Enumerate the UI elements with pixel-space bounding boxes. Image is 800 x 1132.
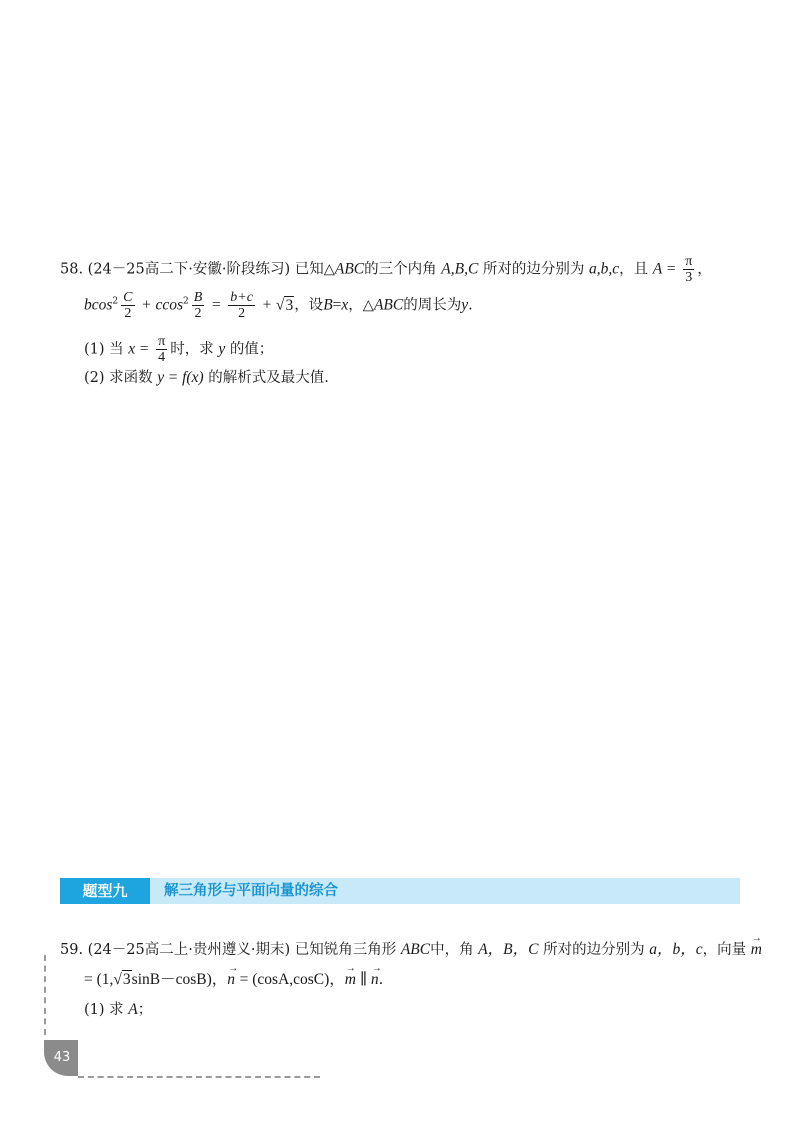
radicand: 3 — [285, 296, 294, 314]
var-y: y — [218, 340, 226, 358]
denominator: 2 — [124, 306, 132, 321]
denominator: 4 — [158, 350, 166, 365]
q59-text: 中，角 — [430, 942, 474, 958]
q59-line-1 — [60, 940, 762, 960]
superscript: 2 — [183, 296, 189, 307]
var-x: x — [341, 296, 349, 314]
equals-sign: = — [139, 340, 149, 358]
q58-number: 58. — [60, 261, 84, 278]
parallel-sign: ∥ — [356, 971, 371, 988]
q58-angles: A,B,C — [441, 260, 479, 278]
page-number: 43 — [44, 1040, 78, 1076]
equals-sign: = — [168, 369, 178, 386]
sqrt-3: √3 — [275, 296, 294, 314]
q58-source: (24－25高二下·安徽·阶段练习) — [87, 261, 291, 278]
section-title: 解三角形与平面向量的综合 — [164, 883, 338, 899]
q58-text: ，设 — [294, 297, 324, 314]
q59-text: 所对的边分别为 — [543, 942, 645, 958]
q58-text: 已知 — [294, 261, 324, 278]
plus-sign: + — [142, 296, 151, 314]
q58-text: 时，求 — [170, 341, 214, 358]
sqrt-3: √3 — [113, 971, 131, 988]
denominator: 2 — [238, 306, 246, 321]
q59-text: ，向量 — [702, 942, 747, 958]
q58-sides: a,b,c — [589, 260, 620, 278]
triangle-symbol: △ — [323, 261, 335, 278]
part-label: (1) 求 — [84, 1002, 124, 1018]
q59-expression: = (cosA,cosC)， — [239, 971, 345, 988]
q59-part-1 — [84, 1000, 152, 1020]
term-ccos: ccos — [155, 296, 184, 314]
var-b: B — [323, 296, 333, 314]
numerator: π — [158, 334, 166, 349]
fraction-b-over-2 — [192, 290, 205, 321]
q59-line-2 — [84, 970, 383, 990]
q58-text: 的三个内角 — [364, 261, 437, 278]
q58-line-2 — [84, 290, 473, 321]
var-a: A — [128, 1001, 138, 1018]
q58-part-2 — [84, 368, 329, 388]
q59-text: ； — [137, 1002, 153, 1018]
q58-triangle-name: ABC — [373, 296, 404, 314]
q58-angle-a: A — [652, 260, 663, 278]
radicand: 3 — [122, 971, 131, 988]
denominator: 3 — [685, 270, 693, 285]
q59-expression: sinB－cosB)， — [131, 971, 228, 988]
period: . — [468, 297, 473, 314]
q58-line-1 — [60, 254, 712, 285]
triangle-symbol: △ — [362, 297, 374, 314]
var-y: y — [157, 369, 165, 386]
margin-dashed-line — [44, 955, 46, 1035]
numerator: B — [193, 290, 203, 305]
var-y: y — [461, 296, 469, 314]
q59-text: 已知锐角三角形 — [294, 942, 397, 958]
comma: ， — [348, 297, 363, 314]
q59-triangle-name: ABC — [400, 941, 431, 958]
part-label: (1) 当 — [84, 341, 124, 358]
q58-text: 的值； — [229, 341, 274, 358]
var-x: x — [128, 340, 136, 358]
footer-dashed-line — [78, 1076, 320, 1078]
fraction-pi-over-4 — [156, 334, 167, 365]
q59-number: 59. — [60, 942, 84, 958]
vector-n: → n — [371, 970, 379, 990]
q58-text: 的周长为 — [403, 297, 462, 314]
equals-sign: = — [666, 260, 676, 278]
q59-sides: a，b，c — [649, 941, 703, 958]
fraction-c-over-2 — [121, 290, 134, 321]
q59-source: (24－25高二上·贵州遵义·期末) — [87, 942, 291, 958]
fraction-pi-over-3 — [683, 254, 694, 285]
q58-text: 所对的边分别为 — [482, 261, 585, 278]
denominator: 2 — [194, 306, 202, 321]
vector-n: → n — [227, 970, 235, 990]
numerator: π — [685, 254, 693, 269]
term-bcos: bcos — [84, 296, 113, 314]
equals-sign: = — [211, 296, 221, 314]
q58-part-1 — [84, 334, 273, 365]
q58-triangle-name: ABC — [334, 260, 365, 278]
q59-expression: = (1, — [84, 971, 114, 988]
fraction-bc-over-2 — [228, 290, 255, 321]
superscript: 2 — [112, 296, 119, 307]
plus-sign: + — [262, 296, 272, 314]
vector-m: → m — [751, 940, 762, 960]
q59-angles: A，B，C — [478, 941, 539, 958]
part-label: (2) 求函数 — [84, 370, 153, 386]
numerator: C — [123, 290, 133, 305]
period: . — [378, 972, 384, 988]
q58-text: ，且 — [619, 261, 649, 278]
comma: ， — [697, 261, 712, 278]
equals-sign: = — [332, 296, 342, 314]
q58-text: 的解析式及最大值. — [208, 370, 329, 386]
vector-m: → m — [345, 970, 356, 990]
numerator: b+c — [230, 290, 253, 305]
section-tag: 题型九 — [60, 878, 150, 904]
section-header — [60, 878, 740, 904]
function-fx: f(x) — [182, 369, 204, 386]
